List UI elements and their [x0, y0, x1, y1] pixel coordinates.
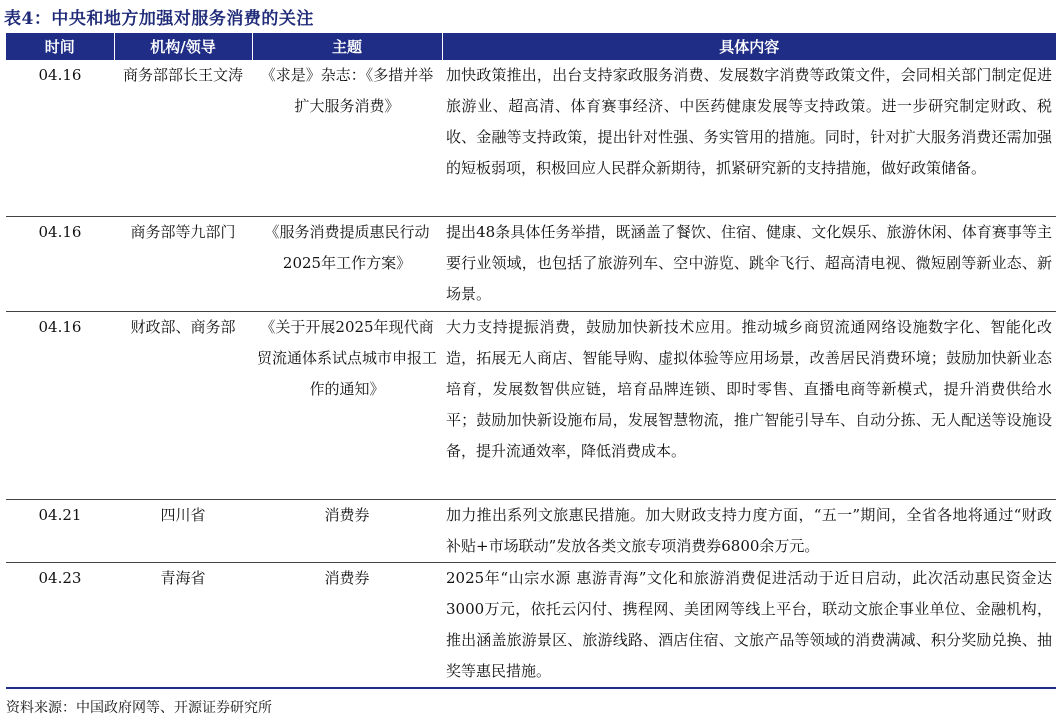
cell-org: 商务部等九部门: [114, 216, 252, 311]
header-topic: 主题: [252, 33, 442, 60]
cell-content: 加快政策推出，出台支持家政服务消费、发展数字消费等政策文件，会同相关部门制定促进旅游业、超高清、体育赛事经济、中医药健康发展等支持政策。进一步研究制定财政、税收、金融等支持政策，提出针对性强、务实管用的措施。同时，针对扩大服务消费还需加强的短板弱项，积极回应人民群众新期待，抓紧研究新的支持措施，做好政策储备。: [442, 60, 1056, 216]
cell-content: 2025年“山宗水源 惠游青海”文化和旅游消费促进活动于近日启动，此次活动惠民资金达3000万元，依托云闪付、携程网、美团网等线上平台，联动文旅企事业单位、金融机构，推出涵盖旅游景区、旅游线路、酒店住宿、文旅产品等领域的消费满减、积分奖励兑换、抽奖等惠民措施。: [442, 562, 1056, 688]
cell-org: 财政部、商务部: [114, 311, 252, 499]
table-row: [6, 499, 1056, 562]
cell-org: 商务部部长王文涛: [114, 60, 252, 216]
table-row: [6, 216, 1056, 311]
cell-time: 04.16: [6, 216, 114, 311]
cell-org: 青海省: [114, 562, 252, 688]
cell-content: 提出48条具体任务举措，既涵盖了餐饮、住宿、健康、文化娱乐、旅游休闲、体育赛事等主要行业领域，也包括了旅游列车、空中游览、跳伞飞行、超高清电视、微短剧等新业态、新场景。: [442, 216, 1056, 311]
cell-content: 加力推出系列文旅惠民措施。加大财政支持力度方面，“五一”期间，全省各地将通过“财政补贴+市场联动”发放各类文旅专项消费券6800余万元。: [442, 499, 1056, 562]
cell-time: 04.16: [6, 60, 114, 216]
cell-topic: 《服务消费提质惠民行动2025年工作方案》: [252, 216, 442, 311]
table-title: 表4：中央和地方加强对服务消费的关注: [4, 9, 314, 29]
header-content: 具体内容: [442, 33, 1056, 60]
cell-content: 大力支持提振消费，鼓励加快新技术应用。推动城乡商贸流通网络设施数字化、智能化改造，拓展无人商店、智能导购、虚拟体验等应用场景，改善居民消费环境；鼓励加快新业态培育，发展数智供应链，培育品牌连锁、即时零售、直播电商等新模式，提升消费供给水平；鼓励加快新设施布局，发展智慧物流，推广智能引导车、自动分拣、无人配送等设施设备，提升流通效率，降低消费成本。: [442, 311, 1056, 499]
cell-topic: 《求是》杂志：《多措并举扩大服务消费》: [252, 60, 442, 216]
table-row: [6, 311, 1056, 499]
header-org: 机构/领导: [114, 33, 252, 60]
cell-time: 04.23: [6, 562, 114, 688]
cell-topic: 《关于开展2025年现代商贸流通体系试点城市申报工作的通知》: [252, 311, 442, 499]
cell-topic: 消费券: [252, 499, 442, 562]
cell-org: 四川省: [114, 499, 252, 562]
table-header-row: [6, 33, 1056, 60]
cell-time: 04.16: [6, 311, 114, 499]
source-note: 资料来源：中国政府网等、开源证券研究所: [6, 700, 272, 716]
cell-time: 04.21: [6, 499, 114, 562]
policy-table: [6, 33, 1056, 689]
table-row: [6, 60, 1056, 216]
table-row: [6, 562, 1056, 688]
cell-topic: 消费券: [252, 562, 442, 688]
header-time: 时间: [6, 33, 114, 60]
